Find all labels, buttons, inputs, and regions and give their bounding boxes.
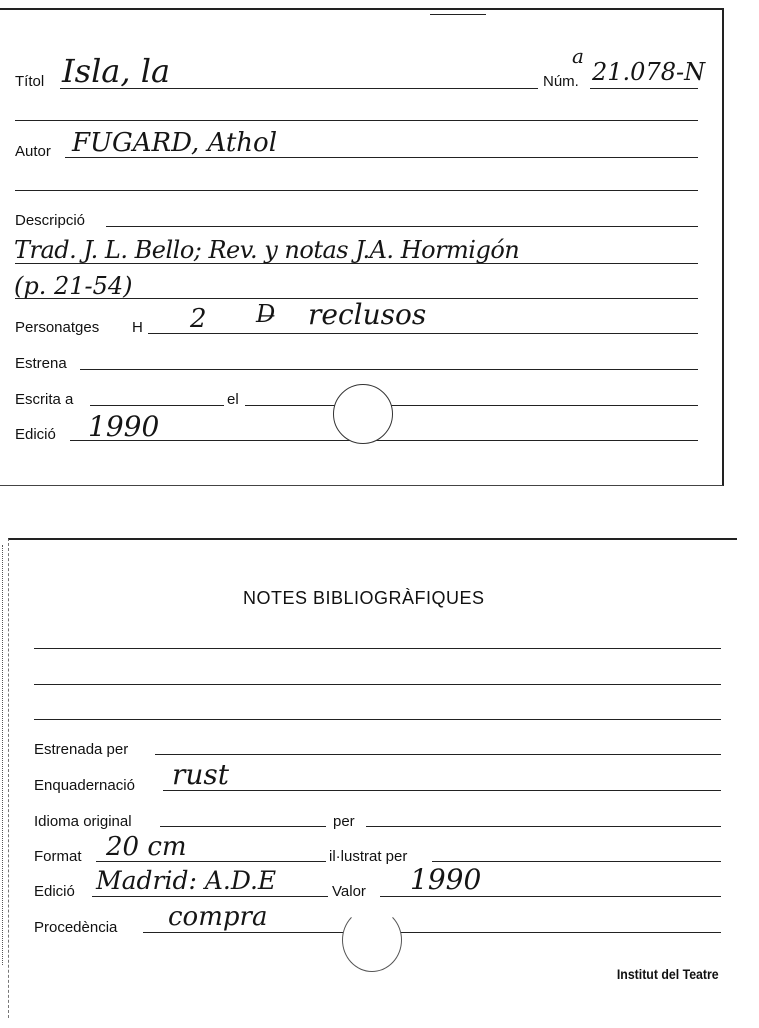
characters-h-label: H xyxy=(132,319,143,336)
translator-line xyxy=(366,826,721,827)
edition-value: 1990 xyxy=(88,410,160,443)
origin-label: Procedència xyxy=(34,919,118,936)
characters-h-value: 2 xyxy=(190,304,207,334)
blank-line xyxy=(34,719,721,720)
characters-label: Personatges xyxy=(15,319,100,336)
notes-heading: NOTES BIBLIOGRÀFIQUES xyxy=(243,588,485,608)
premiere-label: Estrena xyxy=(15,355,67,372)
blank-line xyxy=(15,190,698,191)
title-label: Títol xyxy=(15,73,45,90)
punch-hole xyxy=(333,384,393,444)
written-line xyxy=(90,405,224,406)
characters-line xyxy=(148,333,698,334)
punch-hole xyxy=(342,908,402,972)
format-label: Format xyxy=(34,848,82,865)
value-line xyxy=(380,896,721,897)
written-date-line xyxy=(245,405,698,406)
blank-line xyxy=(15,263,698,264)
binding-value: rust xyxy=(172,758,230,791)
author-value: FUGARD, Athol xyxy=(72,128,278,158)
characters-extra: reclusos xyxy=(308,298,427,331)
title-value: Isla, la xyxy=(62,52,171,90)
back-edition-value: Madrid: A.D.E xyxy=(96,866,277,895)
number-line xyxy=(590,88,698,89)
illustrated-by-label: il·lustrat per xyxy=(329,848,408,865)
translator-label: per xyxy=(333,813,355,830)
written-in-label: el xyxy=(227,391,239,408)
number-prefix: a xyxy=(572,44,584,68)
back-edition-line xyxy=(92,896,328,897)
original-language-line xyxy=(160,826,326,827)
original-language-label: Idioma original xyxy=(34,813,132,830)
format-value: 20 cm xyxy=(106,832,187,862)
value-label: Valor xyxy=(332,883,366,900)
characters-mark: D̶ xyxy=(256,300,276,328)
edition-line xyxy=(70,440,698,441)
description-line xyxy=(106,226,698,227)
pen-stroke xyxy=(430,14,486,15)
binding-line xyxy=(163,790,721,791)
written-label: Escrita a xyxy=(15,391,74,408)
number-value: 21.078-N xyxy=(592,58,706,86)
origin-line xyxy=(143,932,721,933)
edition-label: Edició xyxy=(15,426,56,443)
description-line-2: (p. 21-54) xyxy=(14,272,133,300)
blank-line xyxy=(15,120,698,121)
binding-label: Enquadernació xyxy=(34,777,135,794)
institution-footer: Institut del Teatre xyxy=(617,966,719,982)
description-line-1: Trad. J. L. Bello; Rev. y notas J.A. Hormigón xyxy=(14,236,520,264)
illustrated-by-line xyxy=(432,861,721,862)
origin-value: compra xyxy=(168,902,268,932)
blank-line xyxy=(34,684,721,685)
value-value: 1990 xyxy=(410,863,482,896)
premiered-by-line xyxy=(155,754,721,755)
premiered-by-label: Estrenada per xyxy=(34,741,129,758)
card-edge-mark xyxy=(2,545,3,965)
number-label: Núm. xyxy=(543,73,579,90)
back-edition-label: Edició xyxy=(34,883,75,900)
blank-line xyxy=(34,648,721,649)
author-label: Autor xyxy=(15,143,51,160)
description-label: Descripció xyxy=(15,212,86,229)
premiere-line xyxy=(80,369,698,370)
